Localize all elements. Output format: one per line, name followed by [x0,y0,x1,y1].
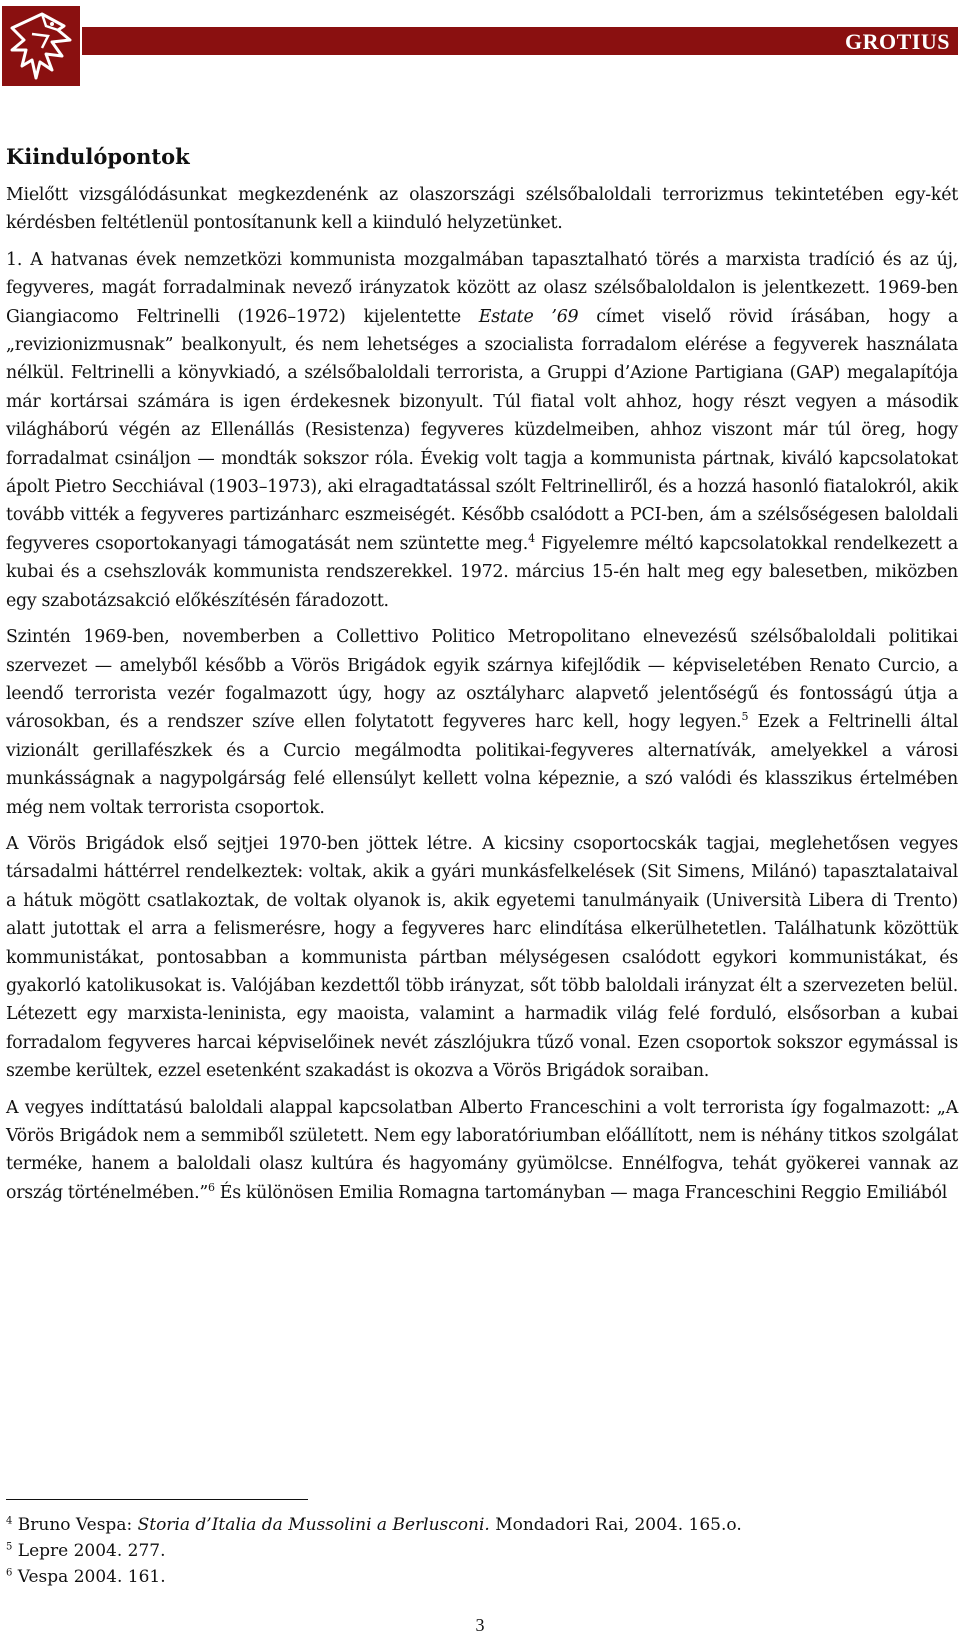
paragraph-text: Mielőtt vizsgálódásunkat megkezdenénk az olaszországi szélsőbaloldali terrorizmus tekintetében egy-két kérdésben feltétlenül pontosítanunk kell a kiinduló helyzetünket. [6,185,958,234]
page-header [0,0,960,90]
paragraph-text: Szintén 1969-ben, novemberben a Collettivo Politico Metropolitano elnevezésű szélsőbaloldali politikai szervezet — amelyből később a Vörös Brigádok egyik szárnya kifejlődik — képviseletében Renato Curcio, a leendő terrorista vezér fogalmazott úgy, hogy az osztályharc alapvető jelentőségű és fontosságú útja a városokban, és a rendszer szíve ellen folytatott fegyveres harc kell, hogy legyen. [6,627,958,733]
paragraph-intro [6,181,958,238]
section-heading: Kiindulópontok [6,144,190,169]
footnote-divider [6,1499,308,1500]
paragraph-franceschini [6,1094,958,1208]
grotius-logo [2,6,80,86]
footnote-ref[interactable]: 5 [741,710,749,724]
paragraph-text: Figyelemre méltó kapcsolatokkal rendelkezett a kubai és a csehszlovák kommunista rendszerekkel. 1972. március 15-én halt meg egy balesetben, miközben egy szabotázsakció előkészítésén fáradozott. [6,533,958,611]
header-bar [82,27,958,55]
footnote-text: Vespa 2004. 161. [12,1567,166,1587]
paragraph-text: Ezek a Feltrinelli által vizionált gerillafészkek és a Curcio megálmodta politikai-fegyveres alternatívák, amelyekkel a városi munkásságnak a nagypolgárság felé ellensúlyt kellett volna képeznie, a szó valódi és klasszikus értelmében még nem voltak terrorista csoportok. [6,712,959,818]
footnote-number: 6 [6,1567,13,1579]
brand-name: GROTIUS [845,29,950,54]
footnote-number: 4 [6,1515,13,1527]
footnote-text: Mondadori Rai, 2004. 165.o. [489,1515,742,1535]
paragraph-brigades [6,830,958,1086]
footnote-text: Bruno Vespa: [12,1515,138,1535]
paragraph-curcio [6,623,958,822]
paragraph-feltrinelli [6,246,958,615]
footnote-item [6,1512,906,1538]
footnote-text: Lepre 2004. 277. [12,1541,166,1561]
footnote-ref[interactable]: 4 [528,532,535,546]
footnote-item [6,1564,906,1590]
paragraph-text: címet viselő rövid írásában, hogy a „revizionizmusnak” bealkonyult, és nem lehetséges a szocialista forradalom elérése a fegyverek használata nélkül. Feltrinelli a könyvkiadó, a szélsőbaloldali terrorista, a Gruppi d’Azione Partigiana (GAP) megalapítója már kortársai számára is igen érdekesnek bizonyult. Túl fiatal volt ahhoz, hogy részt vegyen a második világháború végén az Ellenállás (Resistenza) fegyveres küzdelmeiben, ahhoz viszont már túl öreg, hogy forradalmat csináljon — mondták sokszor róla. Évekig volt tagja a kommunista pártnak, kiváló kapcsolatokat ápolt Pietro Secchiával (1903–1973), aki elragadtatással szólt Feltrinelliről, és a hozzá hasonló fiatalokról, akik tovább vitték a fegyveres partizánharc eszmeiségét. Később csalódott a PCI-ben, ám a szélsőségesen baloldali fegyveres csoportokanyagi támogatását nem szüntette meg. [6,306,958,554]
footnote-item [6,1538,906,1564]
paragraph-text: 1. A hatvanas évek nemzetközi kommunista mozgalmában tapasztalható törés a marxista tradíció és az új, fegyveres, magát forradalminak nevező irányzatok között az olasz szélsőbaloldalon is jelentkezett. 1969-ben Giangiacomo Feltrinelli (1926–1972) kijelentette [6,249,958,327]
footnote-ref[interactable]: 6 [208,1181,215,1195]
paragraph-text: És különösen Emilia Romagna tartományban — maga Franceschini Reggio Emiliából [214,1182,948,1203]
page-number: 3 [475,1615,485,1635]
footnotes [6,1512,906,1590]
heraldic-bird-icon [2,6,80,86]
paragraph-text: A vegyes indíttatású baloldali alappal kapcsolatban Alberto Franceschini a volt terrorista így fogalmazott: „A Vörös Brigádok nem a semmiből született. Nem egy laboratóriumban előállított, nem is néhány titkos szolgálat terméke, hanem a baloldali olasz kultúra és hagyomány gyümölcse. Ennélfogva, tehát gyökerei vannak az ország történelmében.” [6,1097,958,1203]
paragraph-text: A Vörös Brigádok első sejtjei 1970-ben jöttek létre. A kicsiny csoportocskák tagjai, meglehetősen vegyes társadalmi háttérrel rendelkeztek: voltak, akik a gyári munkásfelkelések (Sit Simens, Milánó) tapasztalataival a hátuk mögött csatlakoztak, de voltak olyanok is, akik egyetemi tanulmányaik (Università Libera di Trento) alatt jutottak el arra a felismerésre, hogy a fegyveres harc elindítása elkerülhetetlen. Találhatunk közöttük kommunistákat, pontosabban a kommunista pártban mélységesen csalódott egykori kommunistákat, és gyakorló katolikusokat is. Valójában kezdettől több irányzat, sőt több baloldali irányzat élt a szervezeten belül. Létezett egy marxista-leninista, egy maoista, valamint a harmadik világ felé forduló, elsősorban a kubai forradalom fegyveres harcai képviselőinek nevét zászlójukra tűző vonal. Ezen csoportok sokszor egymással is szembe kerültek, ezzel esetenként szakadást is okozva a Vörös Brigádok soraiban. [6,833,958,1082]
document-body [6,138,958,1215]
footnote-number: 5 [6,1541,13,1553]
footnote-italic: Storia d’Italia da Mussolini a Berlusconi. [137,1515,490,1535]
italic-title: Estate ’69 [478,306,579,327]
